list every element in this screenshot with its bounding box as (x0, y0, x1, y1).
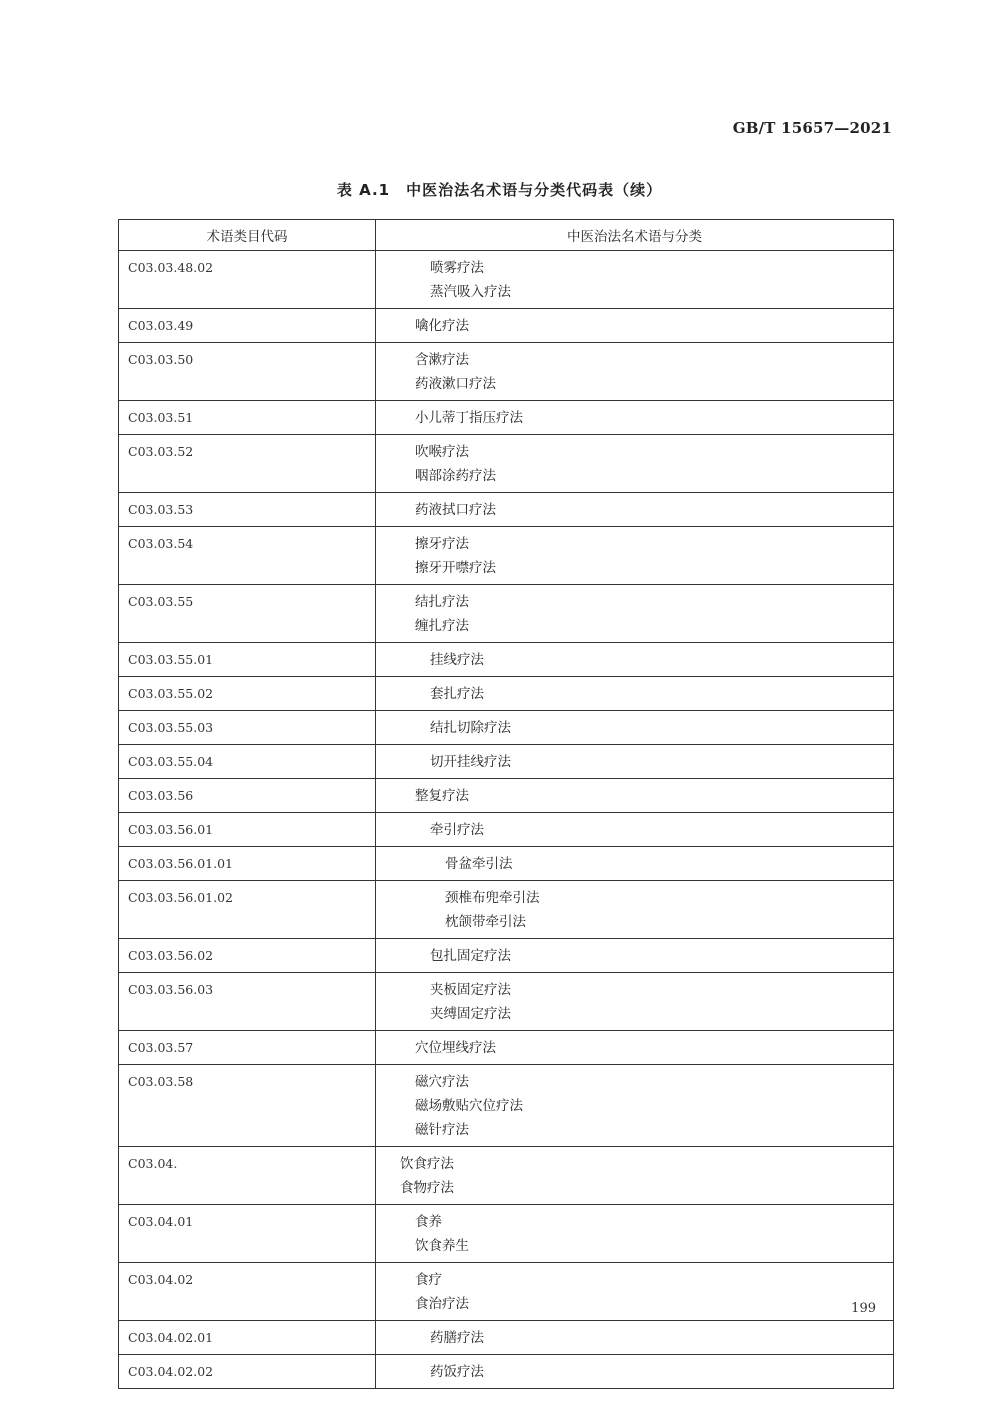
table-row (119, 745, 894, 779)
table-row (119, 779, 894, 813)
term-name-cell (376, 343, 894, 401)
term-name: 喷雾疗法 (430, 260, 484, 276)
term-name: 擦牙疗法 (415, 536, 469, 552)
term-name-cell (376, 745, 894, 779)
term-name-cell (376, 813, 894, 847)
term-code-cell: C03.03.55 (119, 585, 376, 643)
term-code-cell: C03.03.52 (119, 435, 376, 493)
table-row (119, 527, 894, 585)
term-name: 切开挂线疗法 (430, 754, 511, 770)
term-code-cell: C03.03.55.02 (119, 677, 376, 711)
table-row (119, 1205, 894, 1263)
table-row (119, 435, 894, 493)
term-name: 药膳疗法 (430, 1330, 484, 1346)
table-header-row (119, 220, 894, 251)
table-row (119, 1147, 894, 1205)
table-row (119, 711, 894, 745)
term-name: 噙化疗法 (415, 318, 469, 334)
term-name: 吹喉疗法 (415, 444, 469, 460)
term-name-cell (376, 677, 894, 711)
term-name: 挂线疗法 (430, 652, 484, 668)
term-code-cell: C03.03.53 (119, 493, 376, 527)
standard-code: GB/T 15657—2021 (732, 119, 892, 137)
term-name-cell (376, 585, 894, 643)
column-header-code: 术语类目代码 (119, 220, 376, 251)
term-name-cell (376, 1065, 894, 1147)
term-name: 穴位埋线疗法 (415, 1040, 496, 1056)
term-name: 套扎疗法 (430, 686, 484, 702)
term-name: 小儿蒂丁指压疗法 (415, 410, 523, 426)
table-row (119, 1321, 894, 1355)
term-name: 缠扎疗法 (415, 618, 469, 634)
term-name-cell (376, 527, 894, 585)
term-name-cell (376, 1355, 894, 1389)
term-code-cell: C03.03.55.01 (119, 643, 376, 677)
term-code-cell: C03.03.51 (119, 401, 376, 435)
table-row (119, 401, 894, 435)
term-name: 饮食养生 (415, 1238, 469, 1254)
term-name-cell (376, 251, 894, 309)
term-name: 枕颌带牵引法 (445, 914, 526, 930)
term-name-cell (376, 493, 894, 527)
term-code-cell: C03.03.56.01.02 (119, 881, 376, 939)
term-code-cell: C03.03.56.03 (119, 973, 376, 1031)
term-code-cell: C03.03.57 (119, 1031, 376, 1065)
term-name-cell (376, 711, 894, 745)
term-name: 擦牙开噤疗法 (415, 560, 496, 576)
term-name-cell (376, 1205, 894, 1263)
term-name-cell (376, 1321, 894, 1355)
term-name: 颈椎布兜牵引法 (445, 890, 540, 906)
term-name: 结扎疗法 (415, 594, 469, 610)
code-table (118, 219, 894, 1389)
term-name: 结扎切除疗法 (430, 720, 511, 736)
term-name: 食疗 (415, 1272, 442, 1288)
term-name: 食物疗法 (400, 1180, 454, 1196)
table-row (119, 251, 894, 309)
term-code-cell: C03.04.02.01 (119, 1321, 376, 1355)
term-name-cell (376, 939, 894, 973)
term-name-cell (376, 847, 894, 881)
table-row (119, 677, 894, 711)
term-code-cell: C03.03.58 (119, 1065, 376, 1147)
term-code-cell: C03.04. (119, 1147, 376, 1205)
term-code-cell: C03.03.49 (119, 309, 376, 343)
term-code-cell: C03.03.56.01.01 (119, 847, 376, 881)
table-row (119, 1355, 894, 1389)
term-code-cell: C03.03.55.04 (119, 745, 376, 779)
term-name-cell (376, 779, 894, 813)
table-row (119, 643, 894, 677)
table-row (119, 881, 894, 939)
term-name-cell (376, 1263, 894, 1321)
term-code-cell: C03.03.50 (119, 343, 376, 401)
term-name-cell (376, 1031, 894, 1065)
term-code-cell: C03.03.48.02 (119, 251, 376, 309)
table-row (119, 1031, 894, 1065)
term-code-cell: C03.04.02.02 (119, 1355, 376, 1389)
term-code-cell: C03.03.56.02 (119, 939, 376, 973)
term-name: 药液拭口疗法 (415, 502, 496, 518)
term-name-cell (376, 881, 894, 939)
term-name: 包扎固定疗法 (430, 948, 511, 964)
term-name: 磁针疗法 (415, 1122, 469, 1138)
table-row (119, 1065, 894, 1147)
term-name: 骨盆牵引法 (445, 856, 513, 872)
table-body (119, 251, 894, 1389)
column-header-term: 中医治法名术语与分类 (376, 220, 894, 251)
term-name: 磁穴疗法 (415, 1074, 469, 1090)
term-name-cell (376, 1147, 894, 1205)
term-name: 整复疗法 (415, 788, 469, 804)
table-title: 表 A.1 中医治法名术语与分类代码表（续） (336, 181, 663, 199)
term-name: 夹板固定疗法 (430, 982, 511, 998)
table-row (119, 847, 894, 881)
term-name: 饮食疗法 (400, 1156, 454, 1172)
table-row (119, 309, 894, 343)
table-row (119, 1263, 894, 1321)
term-code-cell: C03.03.54 (119, 527, 376, 585)
table-row (119, 343, 894, 401)
table-row (119, 813, 894, 847)
table-row (119, 939, 894, 973)
term-name: 咽部涂药疗法 (415, 468, 496, 484)
table-row (119, 493, 894, 527)
term-name-cell (376, 309, 894, 343)
term-name-cell (376, 973, 894, 1031)
term-name: 药饭疗法 (430, 1364, 484, 1380)
term-name: 蒸汽吸入疗法 (430, 284, 511, 300)
term-name-cell (376, 435, 894, 493)
table-row (119, 585, 894, 643)
term-code-cell: C03.04.01 (119, 1205, 376, 1263)
term-code-cell: C03.03.56 (119, 779, 376, 813)
term-name: 药液漱口疗法 (415, 376, 496, 392)
table-row (119, 973, 894, 1031)
term-code-cell: C03.03.56.01 (119, 813, 376, 847)
page-number: 199 (851, 1301, 876, 1316)
term-name-cell (376, 401, 894, 435)
term-name: 夹缚固定疗法 (430, 1006, 511, 1022)
term-code-cell: C03.03.55.03 (119, 711, 376, 745)
term-name-cell (376, 643, 894, 677)
term-name: 磁场敷贴穴位疗法 (415, 1098, 523, 1114)
term-name: 食养 (415, 1214, 442, 1230)
term-name: 含漱疗法 (415, 352, 469, 368)
term-code-cell: C03.04.02 (119, 1263, 376, 1321)
term-name: 食治疗法 (415, 1296, 469, 1312)
term-name: 牵引疗法 (430, 822, 484, 838)
